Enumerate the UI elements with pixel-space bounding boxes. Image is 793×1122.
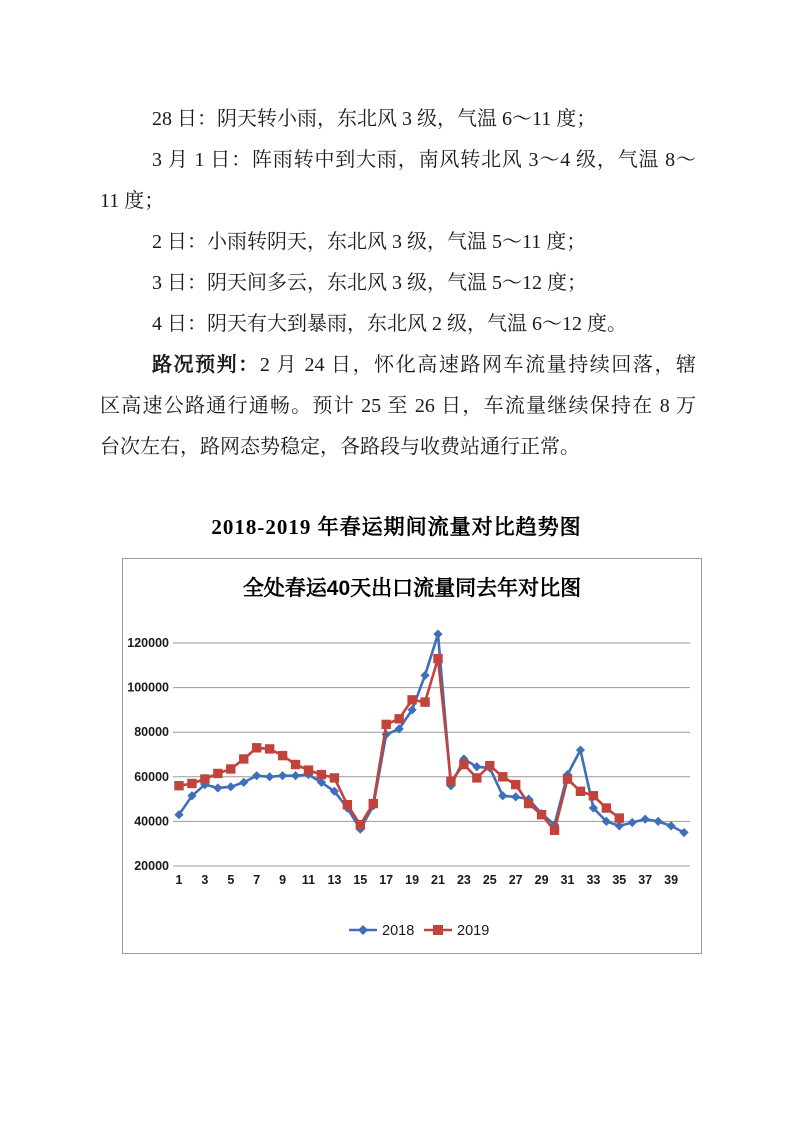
data-point-marker — [472, 773, 481, 782]
data-point-marker — [602, 803, 611, 812]
data-point-marker — [356, 820, 365, 829]
data-point-marker — [226, 782, 235, 791]
svg-text:19: 19 — [405, 873, 420, 887]
svg-text:25: 25 — [482, 873, 497, 887]
series-2018 — [174, 629, 688, 837]
data-point-marker — [226, 764, 235, 773]
data-point-marker — [200, 774, 209, 783]
svg-text:13: 13 — [327, 873, 342, 887]
chart-legend — [349, 923, 489, 939]
data-point-marker — [291, 760, 300, 769]
text-line: 2 日：小雨转阴天，东北风 3 级，气温 5～11 度； — [152, 231, 587, 253]
bold-lead: 路况预判： — [152, 354, 260, 376]
svg-text:5: 5 — [227, 873, 235, 887]
legend-label-2018: 2018 — [382, 923, 415, 939]
traffic-comparison-chart — [122, 558, 702, 954]
data-point-marker — [511, 780, 520, 789]
text-line: 区高速公路通行通畅。预计 25 至 26 日，车流量继续保持在 8 万 — [100, 395, 696, 417]
x-axis-labels — [176, 873, 679, 887]
data-point-marker — [615, 813, 624, 822]
data-point-marker — [278, 751, 287, 760]
text-line: 路况预判：2 月 24 日，怀化高速路网车流量持续回落，辖 — [152, 354, 697, 376]
svg-text:120000: 120000 — [127, 636, 169, 650]
data-point-marker — [537, 810, 546, 819]
svg-text:23: 23 — [456, 873, 471, 887]
data-point-marker — [278, 771, 287, 780]
data-point-marker — [382, 720, 391, 729]
data-point-marker — [433, 654, 442, 663]
data-point-marker — [524, 799, 533, 808]
svg-text:35: 35 — [612, 873, 627, 887]
body-text — [0, 0, 793, 468]
svg-text:80000: 80000 — [134, 725, 169, 740]
data-point-marker — [174, 781, 183, 790]
data-point-marker — [459, 760, 468, 769]
data-point-marker — [265, 772, 274, 781]
data-point-marker — [433, 629, 442, 638]
data-point-marker — [511, 792, 520, 801]
data-point-marker — [239, 778, 248, 787]
data-point-marker — [498, 791, 507, 800]
data-point-marker — [446, 777, 455, 786]
data-point-marker — [330, 773, 339, 782]
text-line: 11 度； — [100, 190, 165, 212]
data-point-marker — [317, 770, 326, 779]
data-point-marker — [420, 671, 429, 680]
data-point-marker — [213, 769, 222, 778]
data-point-marker — [563, 774, 572, 783]
svg-text:1: 1 — [175, 873, 183, 887]
legend-label-2019: 2019 — [457, 923, 490, 939]
data-point-marker — [394, 714, 403, 723]
data-point-marker — [369, 799, 378, 808]
svg-text:37: 37 — [638, 873, 653, 887]
data-point-marker — [239, 754, 248, 763]
svg-text:9: 9 — [279, 873, 287, 887]
data-point-marker — [213, 783, 222, 792]
text-line: 台次左右，路网态势稳定，各路段与收费站通行正常。 — [100, 436, 580, 458]
data-point-marker — [550, 826, 559, 835]
y-axis-labels — [127, 636, 169, 873]
svg-text:20000: 20000 — [134, 859, 169, 873]
data-point-marker — [187, 779, 196, 788]
svg-text:11: 11 — [301, 873, 316, 887]
data-point-marker — [407, 695, 416, 704]
svg-text:31: 31 — [560, 873, 575, 887]
svg-text:100000: 100000 — [127, 680, 169, 695]
data-point-marker — [498, 772, 507, 781]
data-point-marker — [667, 821, 676, 830]
data-point-marker — [654, 817, 663, 826]
data-point-marker — [420, 697, 429, 706]
svg-text:33: 33 — [586, 873, 601, 887]
data-point-marker — [291, 771, 300, 780]
chart-plot-area — [123, 559, 701, 953]
data-point-marker — [641, 815, 650, 824]
data-point-marker — [576, 787, 585, 796]
data-point-marker — [485, 761, 494, 770]
data-point-marker — [252, 771, 261, 780]
svg-text:27: 27 — [508, 873, 523, 887]
svg-text:7: 7 — [253, 873, 261, 887]
data-point-marker — [304, 765, 313, 774]
data-point-marker — [252, 743, 261, 752]
data-point-marker — [628, 818, 637, 827]
series-2019 — [174, 654, 624, 835]
svg-text:21: 21 — [431, 873, 445, 887]
data-point-marker — [679, 828, 688, 837]
svg-text:39: 39 — [664, 873, 679, 887]
svg-text:40000: 40000 — [134, 814, 169, 829]
svg-text:17: 17 — [379, 873, 394, 887]
svg-text:15: 15 — [353, 873, 368, 887]
svg-text:60000: 60000 — [134, 769, 169, 784]
svg-text:29: 29 — [534, 873, 549, 887]
svg-text:3: 3 — [201, 873, 209, 887]
data-point-marker — [589, 791, 598, 800]
text-line: 3 月 1 日：阵雨转中到大雨，南风转北风 3～4 级，气温 8～ — [152, 149, 696, 171]
data-point-marker — [265, 744, 274, 753]
data-point-marker — [343, 800, 352, 809]
figure-heading: 2018-2019 年春运期间流量对比趋势图 — [211, 515, 582, 539]
chart-title: 全处春运40天出口流量同去年对比图 — [242, 577, 582, 600]
text-line: 28 日：阴天转小雨，东北风 3 级，气温 6～11 度； — [152, 108, 597, 130]
legend-marker-2018 — [358, 925, 368, 935]
text-line: 3 日：阴天间多云，东北风 3 级，气温 5～12 度； — [152, 272, 587, 294]
text-line: 4 日：阴天有大到暴雨，东北风 2 级，气温 6～12 度。 — [152, 313, 627, 335]
legend-marker-2019 — [433, 925, 443, 935]
